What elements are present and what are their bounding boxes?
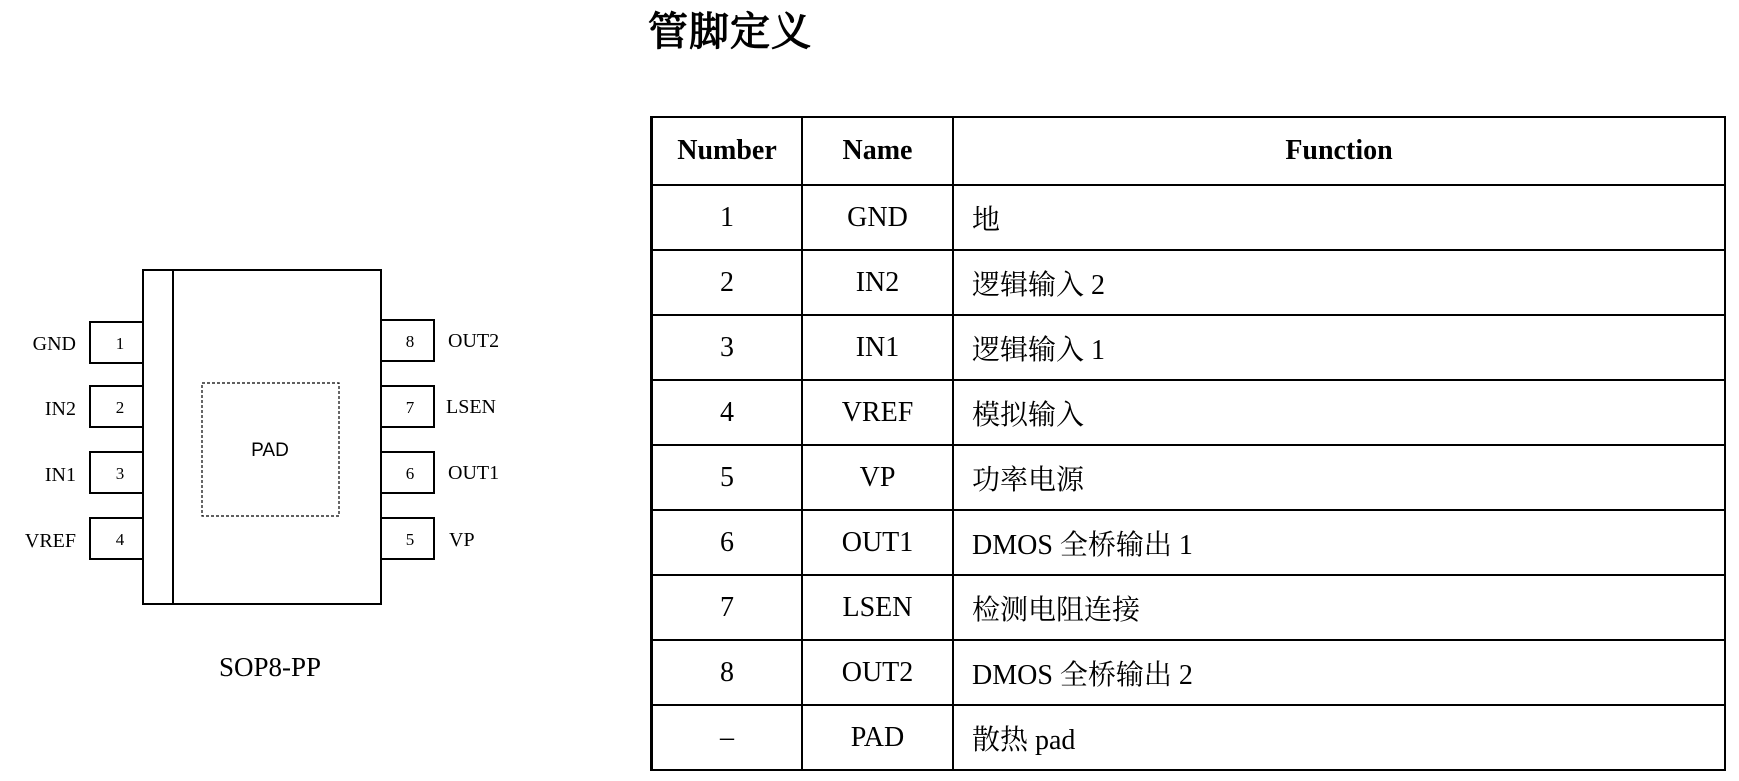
cell-function: 散热 pad <box>953 705 1725 770</box>
chip-diagram <box>0 260 540 620</box>
table-row <box>652 380 1726 445</box>
table-header-row <box>652 117 1726 185</box>
header-name: Name <box>802 117 953 185</box>
chip-body <box>143 270 381 604</box>
cell-number: 3 <box>652 315 803 380</box>
cell-name: PAD <box>802 705 953 770</box>
cell-number: 5 <box>652 445 803 510</box>
table-row <box>652 705 1726 770</box>
package-name: SOP8-PP <box>218 652 322 682</box>
cell-function: 检测电阻连接 <box>953 575 1725 640</box>
table-row <box>652 575 1726 640</box>
pin-number: 7 <box>405 398 415 417</box>
pad-label: PAD <box>251 440 289 461</box>
pin-number: 6 <box>405 464 415 483</box>
pin-name: IN2 <box>44 398 76 420</box>
cell-name: IN1 <box>802 315 953 380</box>
table-row <box>652 640 1726 705</box>
cell-number: 7 <box>652 575 803 640</box>
cell-function: 逻辑输入 1 <box>953 315 1725 380</box>
cell-number: 4 <box>652 380 803 445</box>
pin-name: GND <box>32 333 76 355</box>
pin-name: VREF <box>24 530 76 552</box>
pin-number: 2 <box>115 398 125 417</box>
cell-number: – <box>652 705 803 770</box>
right-pin-8 <box>381 320 499 361</box>
cell-number: 6 <box>652 510 803 575</box>
left-pin-2 <box>45 386 143 427</box>
cell-name: VP <box>802 445 953 510</box>
left-pin-4 <box>25 518 143 559</box>
cell-function: 地 <box>953 185 1725 250</box>
cell-function: 功率电源 <box>953 445 1725 510</box>
cell-name: GND <box>802 185 953 250</box>
cell-name: VREF <box>802 380 953 445</box>
right-pin-5 <box>381 518 475 559</box>
cell-function: DMOS 全桥输出 2 <box>953 640 1725 705</box>
cell-number: 8 <box>652 640 803 705</box>
left-pin-1 <box>33 322 143 363</box>
pin-number: 8 <box>405 332 415 351</box>
pin-name: LSEN <box>446 396 496 418</box>
pin-name: OUT1 <box>448 462 500 484</box>
cell-number: 1 <box>652 185 803 250</box>
cell-number: 2 <box>652 250 803 315</box>
pin-number: 4 <box>115 530 125 549</box>
cell-name: IN2 <box>802 250 953 315</box>
cell-function: 逻辑输入 2 <box>953 250 1725 315</box>
pin-name: OUT2 <box>448 330 500 352</box>
left-pin-3 <box>45 452 143 493</box>
cell-name: OUT1 <box>802 510 953 575</box>
pin-number: 5 <box>405 530 415 549</box>
header-number: Number <box>652 117 803 185</box>
cell-name: LSEN <box>802 575 953 640</box>
table-row <box>652 510 1726 575</box>
pin-name: IN1 <box>44 464 76 486</box>
pin-number: 1 <box>115 334 125 353</box>
pin-name: VP <box>449 529 475 551</box>
cell-function: DMOS 全桥输出 1 <box>953 510 1725 575</box>
right-pin-7 <box>381 386 496 427</box>
cell-name: OUT2 <box>802 640 953 705</box>
table-row <box>652 315 1726 380</box>
table-row <box>652 250 1726 315</box>
page-title: 管脚定义 <box>648 9 812 54</box>
pin-number: 3 <box>115 464 125 483</box>
right-pin-6 <box>381 452 499 493</box>
table-row <box>652 185 1726 250</box>
header-function: Function <box>953 117 1725 185</box>
cell-function: 模拟输入 <box>953 380 1725 445</box>
pin-table <box>650 116 1726 771</box>
table-row <box>652 445 1726 510</box>
